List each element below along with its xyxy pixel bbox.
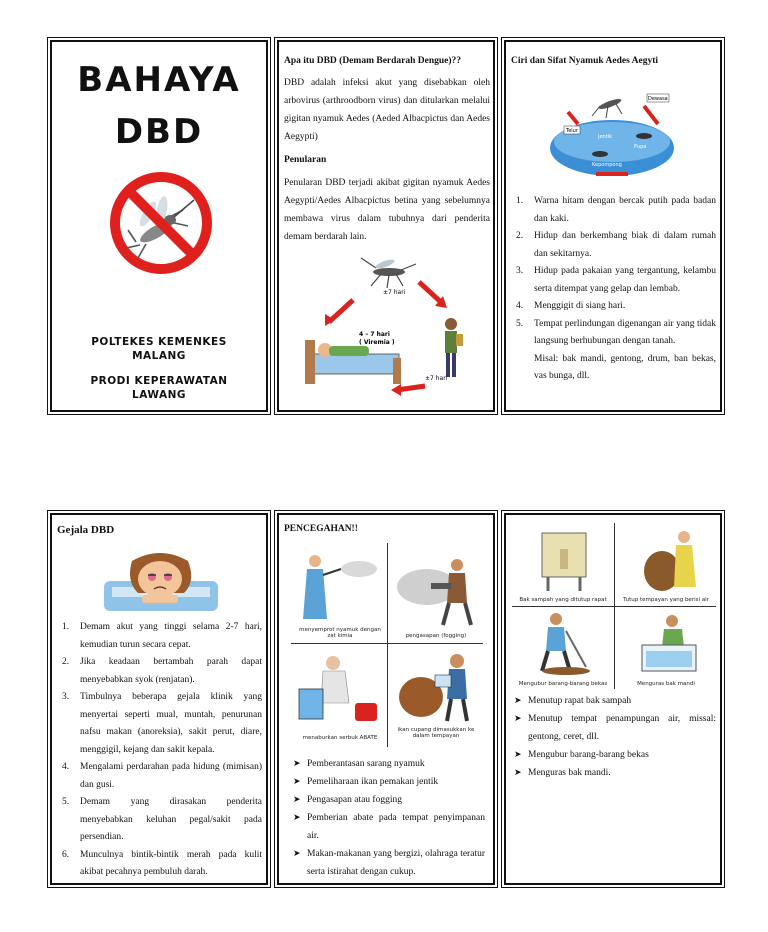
arrow-bullet-icon: ➤: [514, 768, 522, 778]
prevention-heading: PENCEGAHAN!!: [284, 524, 358, 534]
fish-icon: [391, 649, 481, 723]
symptoms-list: [58, 619, 262, 882]
institution-line2: MALANG: [132, 350, 186, 362]
caption-spraying: menyemprot nyamuk dengan zat kimia: [299, 627, 381, 639]
no-mosquito-icon: [108, 170, 214, 276]
arrow-bullet-icon: ➤: [514, 696, 522, 706]
list-item: 2. Hidup dan berkembang biak di dalam rumah dan sekitarnya.: [516, 231, 716, 259]
prevention-image-grid: [291, 543, 483, 747]
cover-title-line1: BAHAYA: [77, 60, 241, 100]
list-item: 1. Demam akut yang tinggi selama 2-7 hari, kemudian turun secara cepat.: [62, 622, 262, 650]
cycle-label-3: ( Viremia ): [359, 339, 395, 346]
arrow-bullet-icon: ➤: [514, 750, 522, 760]
caption-draining: Menguras bak mandi: [637, 681, 695, 687]
transmission-body: Penularan DBD terjadi akibat gigitan nyamuk Aedes Aegypti/Aedes Albacpictus betina yang sebelumnya membawa virus dalam tubuhnya dari penderita demam berdarah lain.: [284, 178, 490, 242]
list-item: 3. Hidup pada pakaian yang tergantung, kelambu serta ditempat yang gelap dan lembab.: [516, 266, 716, 294]
actions-image-grid: [512, 523, 716, 689]
burying-icon: [530, 611, 594, 677]
transmission-cycle-illustration: [301, 254, 473, 400]
list-item: 1. Warna hitam dengan bercak putih pada badan dan kaki.: [516, 196, 716, 224]
list-item: ➤ Pemberian abate pada tempat penyimpanan air.: [291, 809, 485, 845]
stage-pupa-label: Pupa: [634, 144, 647, 150]
arrow-bullet-icon: ➤: [293, 849, 301, 859]
cycle-label-4: ±7 hari: [425, 375, 448, 382]
list-item: 6. Munculnya bintik-bintik merah pada kulit akibat pecahnya pembuluh darah.: [62, 849, 262, 877]
cover-panel: [50, 40, 268, 412]
actions-list: [512, 692, 716, 782]
program-line2: LAWANG: [132, 389, 186, 401]
program-line1: PRODI KEPERAWATAN: [90, 375, 228, 387]
arrow-bullet-icon: ➤: [293, 795, 301, 805]
adult-mosquito-icon: [592, 97, 622, 118]
transmission-heading: Penularan: [284, 155, 327, 165]
cycle-label-2: 4 – 7 hari: [359, 331, 390, 338]
prevention-list: [291, 755, 485, 881]
traits-panel: [504, 40, 722, 412]
patient-in-bed-icon: [305, 340, 401, 384]
caption-fish: ikan cupang dimasukkan ke dalam tempayan: [397, 727, 475, 739]
list-item: ➤ Menutup rapat bak sampah: [512, 692, 716, 710]
about-heading: Apa itu DBD (Demam Berdarah Dengue)??: [284, 56, 462, 66]
about-body: DBD adalah infeksi akut yang disebabkan oleh arbovirus (arthroodborn virus) dan ditularkan melalui gigitan nyamuk Aedes (Aeded Albacpictus dan Aedes Aegypti): [284, 78, 490, 142]
arrow-bullet-icon: ➤: [293, 813, 301, 823]
draining-tub-icon: [636, 611, 702, 677]
arrow-bullet-icon: ➤: [514, 714, 522, 724]
prevention-panel: [277, 513, 495, 885]
list-item: 5. Tempat perlindungan digenangan air yang tidak langsung berhubungan dengan tanah.: [516, 318, 716, 346]
list-item: ➤ Mengubur barang-barang bekas: [512, 746, 716, 764]
symptoms-panel: [50, 513, 268, 885]
fogging-icon: [391, 547, 481, 631]
list-item: ➤ Makan-makanan yang bergizi, olahraga teratur serta istirahat dengan cukup.: [291, 845, 485, 881]
caption-burying: Mengubur barang-barang bekas: [518, 681, 608, 687]
trash-bin-icon: [534, 527, 594, 593]
cycle-label-1: ±7 hari: [383, 289, 406, 296]
child-icon: [445, 318, 463, 377]
spraying-icon: [293, 551, 383, 625]
symptoms-heading: Gejala DBD: [57, 524, 115, 536]
arrow-bullet-icon: ➤: [293, 777, 301, 787]
mosquito-lifecycle-illustration: [548, 82, 676, 182]
water-jar-icon: [638, 527, 702, 593]
list-item: 4. Mengalami perdarahan pada hidung (mimisan) dan gusi.: [62, 762, 262, 790]
caption-jar: Tutup tempayan yang berisi air: [623, 597, 709, 603]
stage-larva-label: Jentik: [598, 134, 612, 140]
list-item: ➤ Pemberantasan sarang nyamuk: [291, 755, 485, 773]
caption-abate: menaburkan serbuk ABATE: [302, 735, 378, 741]
stage-cocoon-label: Kepompong: [592, 162, 622, 168]
mosquito-icon: [361, 258, 416, 288]
list-item: 3. Timbulnya beberapa gejala klinik yang menyertai seperti mual, muntah, penurunan nafsu makan (anoreksia), sakit perut, diare, menggigil, kejang dan sakit kepala.: [62, 692, 262, 755]
caption-fogging: pengasapan (fogging): [405, 633, 467, 639]
arrow-bullet-icon: ➤: [293, 759, 301, 769]
about-panel: [277, 40, 495, 412]
list-item: ➤ Menguras bak mandi.: [512, 764, 716, 782]
list-item: ➤ Pemeliharaan ikan pemakan jentik: [291, 773, 485, 791]
cover-title-line2: DBD: [114, 112, 204, 152]
caption-trash: Bak sampah yang ditutup rapat: [519, 597, 607, 603]
actions-panel: [504, 513, 722, 885]
list-item: 4. Menggigit di siang hari.: [516, 301, 626, 311]
traits-list: [512, 193, 716, 386]
list-item: ➤ Pengasapan atau fogging: [291, 791, 485, 809]
sick-girl-illustration: [102, 551, 220, 613]
institution-line1: POLTEKES KEMENKES: [91, 336, 227, 348]
list-item: 2. Jika keadaan bertambah parah dapat menyebabkan syok (renjatan).: [62, 657, 262, 685]
list-item: 5. Demam yang dirasakan penderita menyebabkan keluhan pegal/sakit pada persendian.: [62, 797, 262, 842]
stage-egg-label: Telur: [566, 128, 578, 134]
list-item: ➤ Menutup tempat penampungan air, missal: gentong, ceret, dll.: [512, 710, 716, 746]
abate-icon: [295, 653, 385, 727]
stage-adult-label: Dewasa: [648, 96, 668, 102]
list-item-extra: Misal: bak mandi, gentong, drum, ban bekas, vas bunga, dll.: [534, 353, 716, 381]
traits-heading: Ciri dan Sifat Nyamuk Aedes Aegyti: [511, 56, 658, 66]
